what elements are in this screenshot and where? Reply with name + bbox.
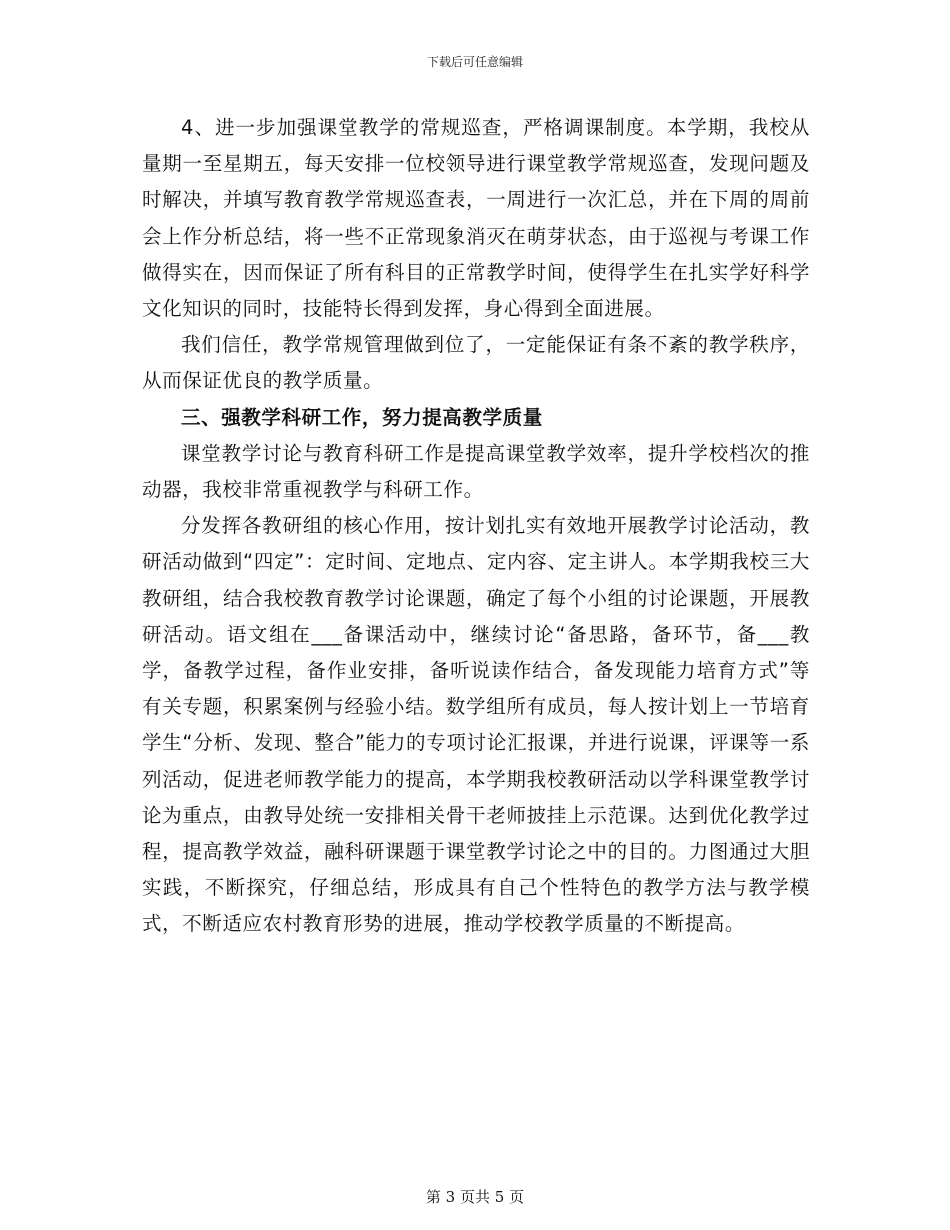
section-heading: 三、强教学科研工作，努力提高教学质量 <box>181 405 543 429</box>
page-header: 下载后可任意编辑 <box>426 55 523 69</box>
paragraph-conclusion: 我们信任，教学常规管理做到位了，一定能保证有条不紊的教学秩序，从而保证优良的教学质量。 <box>142 333 810 393</box>
document-body <box>142 110 810 943</box>
paragraph-inspection: 4、进一步加强课堂教学的常规巡查，严格调课制度。本学期，我校从量期一至星期五，每天安排一位校领导进行课堂教学常规巡查，发现问题及时解决，并填写教育教学常规巡查表，一周进行一次汇总，并在下周的周前会上作分析总结，将一些不正常现象消灭在萌芽状态，由于巡视与考课工作做得实在，因而保证了所有科目的正常教学时间，使得学生在扎实学好科学文化知识的同时，技能特长得到发挥，身心得到全面进展。 <box>142 116 810 321</box>
page-footer: 第 3 页共 5 页 <box>425 1188 525 1206</box>
paragraph-research-groups: 分发挥各教研组的核心作用，按计划扎实有效地开展教学讨论活动，教研活动做到“四定”：定时间、定地点、定内容、定主讲人。本学期我校三大教研组，结合我校教育教学讨论课题，确定了每个小组的讨论课题，开展教研活动。语文组在___备课活动中，继续讨论“备思路，备环节，备___教学，备教学过程，备作业安排，备听说读作结合，备发现能力培育方式”等有关专题，积累案例与经验小结。数学组所有成员，每人按计划上一节培育学生“分析、发现、整合”能力的专项讨论汇报课，并进行说课，评课等一系列活动，促进老师教学能力的提高，本学期我校教研活动以学科课堂教学讨论为重点，由教导处统一安排相关骨干老师披挂上示范课。达到优化教学过程，提高教学效益，融科研课题于课堂教学讨论之中的目的。力图通过大胆实践，不断探究，仔细总结，形成具有自己个性特色的教学方法与教学模式，不断适应农村教育形势的进展，推动学校教学质量的不断提高。 <box>142 514 810 936</box>
paragraph-research-intro: 课堂教学讨论与教育科研工作是提高课堂教学效率，提升学校档次的推动器，我校非常重视教学与科研工作。 <box>142 441 810 502</box>
